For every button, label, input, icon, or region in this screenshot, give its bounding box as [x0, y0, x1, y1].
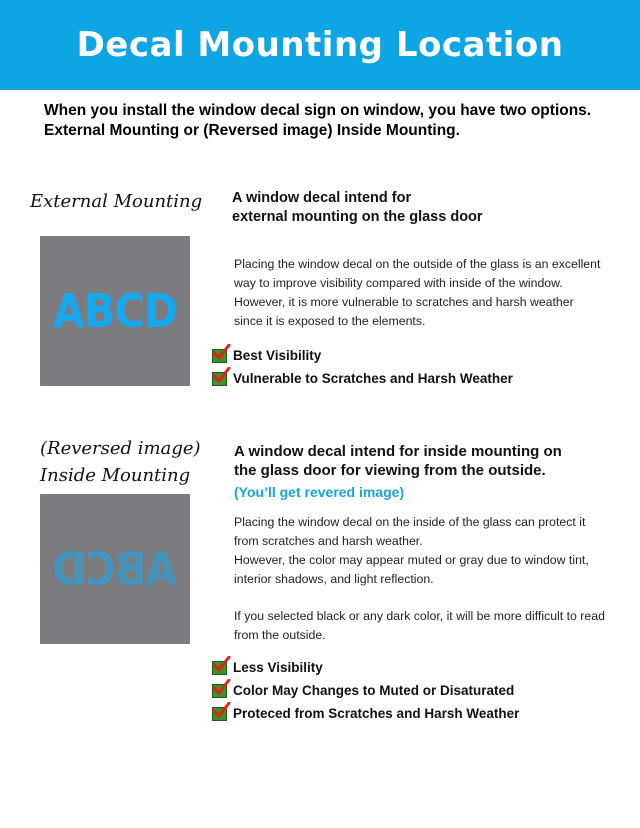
check-label: Less Visibility [233, 660, 323, 675]
intro-line-2: External Mounting or (Reversed image) Inside Mounting. [44, 122, 460, 139]
inside-sample-image [40, 494, 190, 644]
inside-mounting-label [40, 435, 201, 489]
external-sample-text: ABCD [52, 284, 178, 338]
external-desc-line: Placing the window decal on the outside of the glass is an excellent [234, 257, 601, 271]
external-heading-line-2: external mounting on the glass door [232, 209, 483, 225]
inside-heading-line-1: A window decal intend for inside mounting on [234, 443, 562, 460]
checkbox-checked-icon [212, 372, 227, 386]
inside-desc-line: Placing the window decal on the inside of the glass can protect it [234, 515, 586, 529]
external-sample-image [40, 236, 190, 386]
inside-desc-line: interior shadows, and light reflection. [234, 572, 434, 586]
inside-desc-line: However, the color may appear muted or gray due to window tint, [234, 553, 589, 567]
inside-heading-line-2: the glass door for viewing from the outside. [234, 462, 546, 479]
external-desc-line: since it is exposed to the elements. [234, 314, 426, 328]
header-banner [0, 0, 640, 90]
inside-heading [234, 442, 614, 480]
check-item [212, 344, 513, 367]
check-item [212, 367, 513, 390]
check-item [212, 656, 519, 679]
inside-note-line: from the outside. [234, 628, 326, 642]
inside-dark-color-note [234, 607, 624, 645]
checkbox-checked-icon [212, 661, 227, 675]
inside-label-line-2: Inside Mounting [40, 465, 191, 486]
inside-checklist [212, 656, 519, 725]
reversed-image-note: (You’ll get revered image) [234, 484, 405, 500]
check-label: Vulnerable to Scratches and Harsh Weather [233, 371, 513, 386]
external-heading-line-1: A window decal intend for [232, 190, 412, 206]
external-mounting-label: External Mounting [30, 191, 203, 212]
external-heading [232, 189, 612, 227]
external-desc-line: way to improve visibility compared with inside of the window. [234, 276, 563, 290]
inside-note-line: If you selected black or any dark color, it will be more difficult to read [234, 609, 605, 623]
page-title: Decal Mounting Location [76, 25, 564, 65]
intro-text [44, 101, 624, 141]
check-label: Color May Changes to Muted or Disaturated [233, 683, 515, 698]
external-description [234, 255, 624, 331]
check-item [212, 679, 519, 702]
check-item [212, 702, 519, 725]
external-desc-line: However, it is more vulnerable to scratches and harsh weather [234, 295, 574, 309]
check-label: Best Visibility [233, 348, 322, 363]
external-checklist [212, 344, 513, 390]
inside-description [234, 513, 624, 589]
checkbox-checked-icon [212, 707, 227, 721]
inside-desc-line: from scratches and harsh weather. [234, 534, 423, 548]
intro-line-1: When you install the window decal sign on window, you have two options. [44, 102, 592, 119]
checkbox-checked-icon [212, 684, 227, 698]
check-label: Proteced from Scratches and Harsh Weather [233, 706, 520, 721]
inside-sample-text: ABCD [52, 542, 178, 596]
checkbox-checked-icon [212, 349, 227, 363]
inside-label-line-1: (Reversed image) [40, 438, 201, 459]
